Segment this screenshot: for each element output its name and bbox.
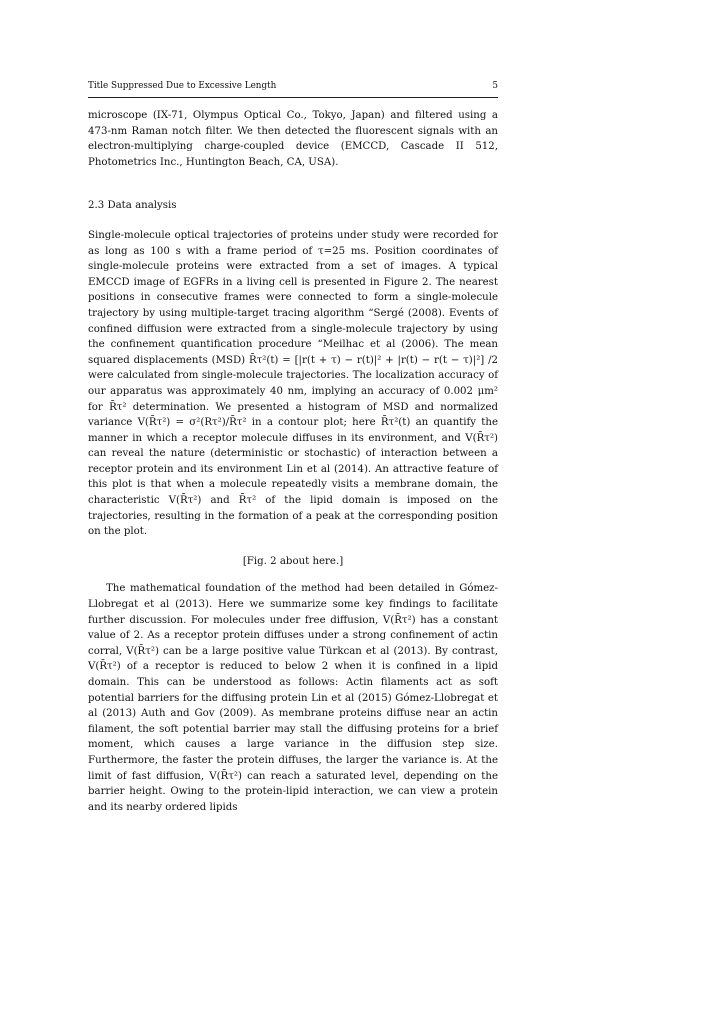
analysis-paragraph: Single-molecule optical trajectories of proteins under study were recorded for as long as 100 s with a frame period of τ=25 ms. Position coordinates of single-molecule proteins were extracted from a set of images. A typical EMCCD image of EGFRs in a living cell is presented in Figure 2. The nearest positions in consecutive frames were connected to form a single-molecule trajectory by using multiple-target tracing algorithm “Sergé (2008). Events of confined diffusion were extracted from a single-molecule trajectory by using the confinement quantification procedure “Meilhac et al (2006). The mean squared displacements (MSD) R̄τ²(t) = [|r(t + τ) − r(t)|² + |r(t) − r(t − τ)|²] /2 were calculated from single-molecule trajectories. The localization accuracy of our apparatus was approximately 40 nm, implying an accuracy of 0.002 μm² for R̄τ² determination. We presented a histogram of MSD and normalized variance V(R̄τ²) = σ²(Rτ²)/R̄τ² in a contour plot; here R̄τ²(t) an quantify the manner in which a receptor molecule diffuses in its environment, and V(R̄τ²) can reveal the nature (deterministic or stochastic) of interaction between a receptor protein and its environment Lin et al (2014). An attractive feature of this plot is that when a molecule repeatedly visits a membrane domain, the characteristic V(R̄τ²) and R̄τ² of the lipid domain is imposed on the trajectories, resulting in the formation of a peak at the corresponding position on the plot. [88,229,498,538]
running-title: Title Suppressed Due to Excessive Length [88,81,277,91]
foundation-paragraph: The mathematical foundation of the method had been detailed in Gómez-Llobregat et al (2013). Here we summarize some key findings to facilitate further discussion. For molecules under free diffusion, V(R̄τ²) has a constant value of 2. As a receptor protein diffuses under a strong confinement of actin corral, V(R̄τ²) can be a large positive value Türkcan et al (2013). By contrast, V(R̄τ²) of a receptor is reduced to below 2 when it is confined in a lipid domain. This can be understood as follows: Actin filaments act as soft potential barriers for the diffusing protein Lin et al (2015) Gómez-Llobregat et al (2013) Auth and Gov (2009). As membrane proteins diffuse near an actin filament, the soft potential barrier may stall the diffusing proteins for a brief moment, which causes a large variance in the diffusion step size. Furthermore, the faster the protein diffuses, the larger the variance is. At the limit of fast diffusion, V(R̄τ²) can reach a saturated level, depending on the barrier height. Owing to the protein-lipid interaction, we can view a protein and its nearby ordered lipids [88,583,498,813]
figure-placeholder: [Fig. 2 about here.] [242,555,344,567]
section-heading: 2.3 Data analysis [88,200,177,212]
page-body [88,108,498,815]
intro-paragraph: microscope (IX-71, Olympus Optical Co., Tokyo, Japan) and filtered using a 473-nm Raman notch filter. We then detected the fluorescent signals with an electron-multiplying charge-coupled device (EMCCD, Cascade II 512, Photometrics Inc., Huntington Beach, CA, USA). [88,110,498,168]
page-number: 5 [492,81,498,91]
running-header [88,81,498,98]
